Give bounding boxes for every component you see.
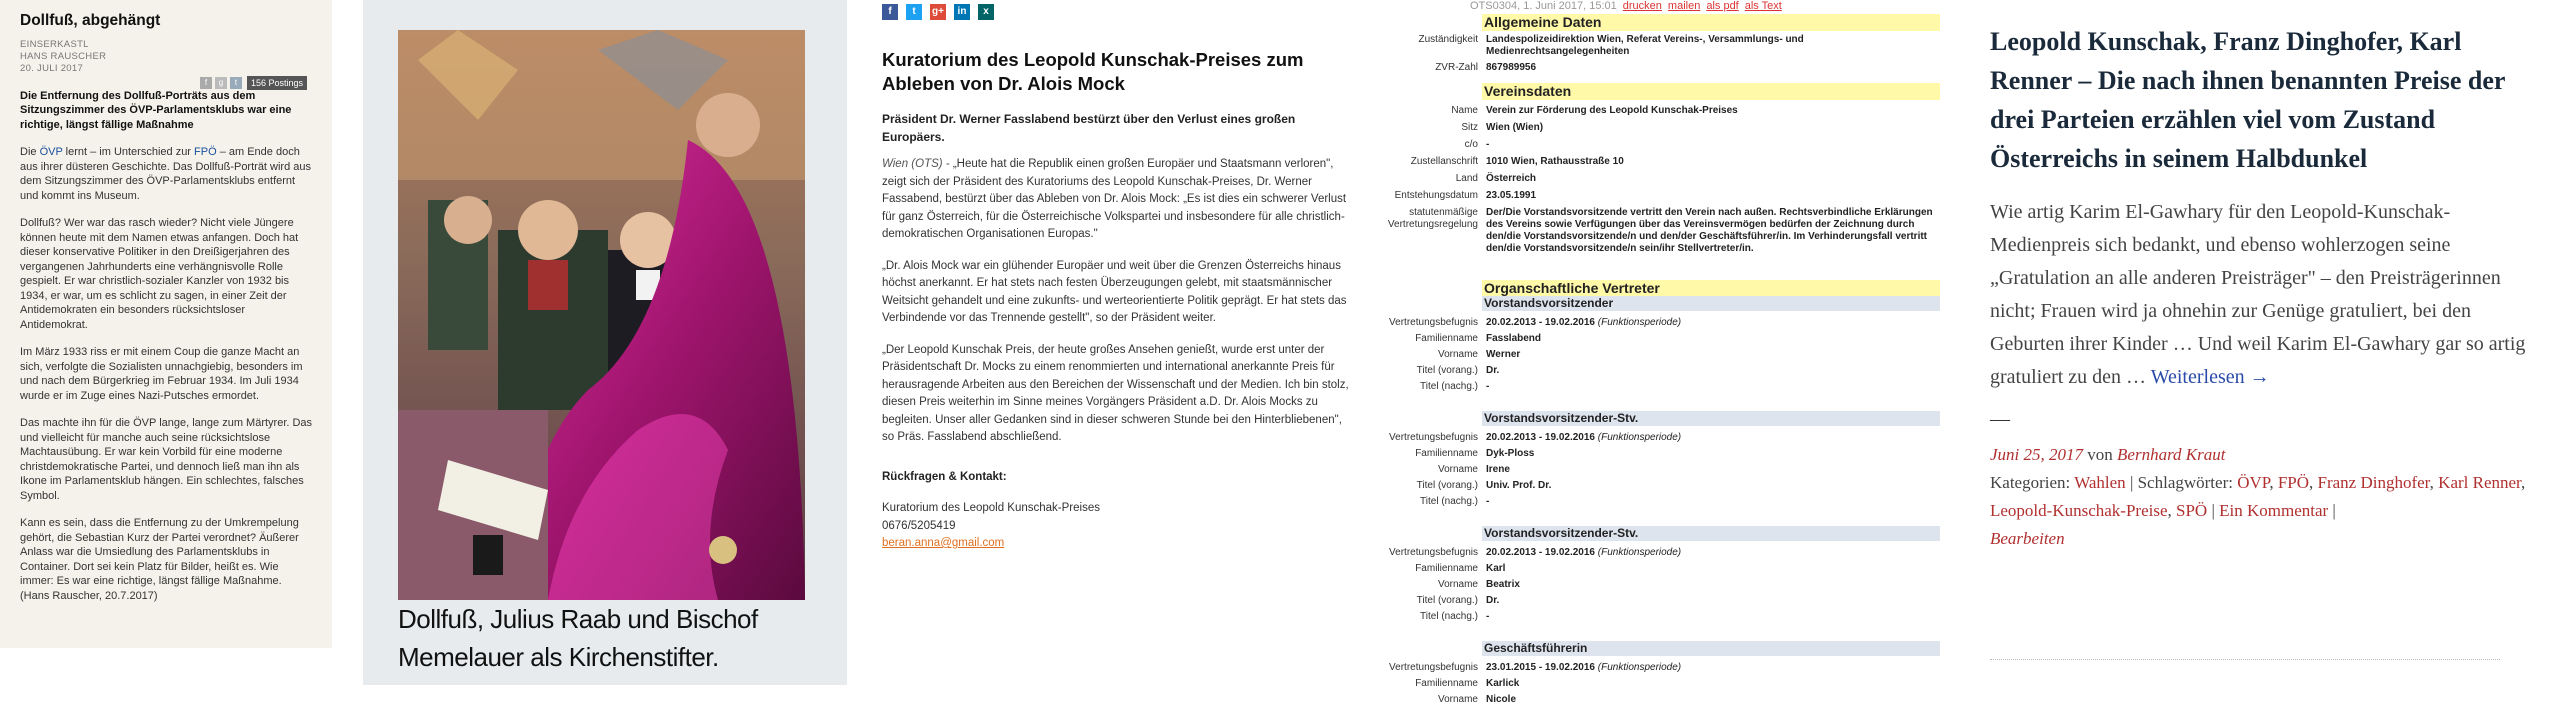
divider [1990,659,2500,660]
contact-org: Kuratorium des Leopold Kunschak-Preises [882,502,1100,514]
tag-link[interactable]: Leopold-Kunschak-Preise [1990,501,2168,520]
blog-title[interactable]: Leopold Kunschak, Franz Dinghofer, Karl Renner – Die nach ihnen benannten Preise der drei Parteien erzählen viel vom Zustand Österreichs in seinem Halbdunkel [1990,27,2505,173]
linkedin-icon[interactable]: in [954,4,970,20]
category-link[interactable]: Wahlen [2074,473,2126,492]
tag-link[interactable]: ÖVP [2237,473,2270,492]
separator: — [1990,408,2010,430]
article-date: 20. JULI 2017 [20,62,84,74]
blog-meta: Juni 25, 2017 von Bernhard Kraut Kategorien: Wahlen | Schlagwörter: ÖVP, FPÖ, Franz Dinghofer, Karl Renner, Leopold-Kunschak-Preise, SPÖ | Ein Kommentar | Bearbeiten [1990,445,2526,548]
article-paragraph: Das machte ihn für die ÖVP lange, lange zum Märtyrer. Das und vielleicht für manche auch seine rücksichtslose Machtausübung. Er war kein Vorbild für eine moderne christdemokratische Partei, und dennoch ließ man ihn als Ikone im Parlamentsklub hängen. Ein schlechtes, falsches Symbol. [20,417,313,502]
article-paragraph: Dollfuß? Wer war das rasch wieder? Nicht viele Jüngere können heute mit dem Namen etwas anfangen. Doch hat dieser konservative Politiker in den Dreißigerjahren des vergangenen Jahrhunderts eine verhängnisvolle Rolle gespielt. Er war christlich-sozialer Kanzler von 1932 bis 1934, er war, um es schlicht zu sagen, in einer Zeit der Antidemokraten ein besonders rücksichtsloser Antidemokrat. [20,217,299,331]
contact-heading: Rückfragen & Kontakt: [882,470,1007,483]
text-link[interactable]: als Text [1744,0,1782,12]
article-title: Dollfuß, abgehängt [20,12,161,29]
twitter-icon[interactable]: t [906,4,922,20]
press-paragraph: Wien (OTS) - „Heute hat die Republik einen großen Europäer und Staatsmann verloren", zeigt sich der Präsident des Kuratoriums des Leopold Kunschak-Preises, Dr. Werner Fassabend, bestürzt über das Ableben von Dr. Alois Mock: „Es ist dies ein schwerer Verlust für ganz Österreich, für die Österreichische Volkspartei und insbesondere für alle christlich-demokratischen Organisationen Europas." [882,158,1347,240]
tag-list: ÖVP, FPÖ, Franz Dinghofer, Karl Renner, Leopold-Kunschak-Preise, SPÖ [1990,473,2526,520]
print-link[interactable]: drucken [1622,0,1662,12]
article-dollfuss [0,0,332,648]
image-panel [363,0,847,685]
posting-count[interactable]: 156 Postings [247,76,307,90]
press-paragraph: „Der Leopold Kunschak Preis, der heute großes Ansehen genießt, wurde erst unter der Präsidentschaft Dr. Mocks zu einem renommierten und international anerkannte Preis für herausragende Arbeiten aus den Bereichen der Wissenschaft und der Medien. Ich bin stolz, diesen Preis weiterhin im Sinne meines Vorgängers Präsident a.D. Dr. Alois Mocks zu begleiten. Unser aller Gedanken sind in dieser schweren Stunde bei den Hinterbliebenen", so Präs. Fasslabend abschließend. [882,343,1349,443]
painting-image [398,30,805,600]
section-verein: Vereinsdaten [1482,83,1940,100]
author-link[interactable]: Bernhard Kraut [2117,445,2226,464]
oevp-link[interactable]: ÖVP [39,146,63,158]
twitter-icon[interactable]: t [230,77,242,89]
contact-phone: 0676/5205419 [882,519,956,532]
xing-icon[interactable]: x [978,4,994,20]
blog-post [1990,0,2530,694]
role-header: Vorstandsvorsitzender-Stv. [1482,411,1940,426]
tag-link[interactable]: Franz Dinghofer [2317,473,2430,492]
register-topline: OTS0304, 1. Juni 2017, 15:01 drucken mailen als pdf als Text [1470,0,1782,12]
facebook-icon[interactable]: f [200,77,212,89]
section-general: Allgemeine Daten [1482,14,1940,31]
edit-link[interactable]: Bearbeiten [1990,529,2065,548]
press-paragraph: „Dr. Alois Mock war ein glühender Europäer und weit über die Grenzen Österreichs hinaus höchst anerkannt. Er hat stets nach festen Überzeugungen gelebt, mit staatsmännischer Weitsicht gehandelt und eine zukunfts- und werteorientierte Politik geprägt. Er hat stets das Verbindende vor das Trennende gestellt", so der Präsident weiter. [882,259,1347,324]
fpoe-link[interactable]: FPÖ [194,146,217,158]
article-author[interactable]: HANS RAUSCHER [20,50,107,62]
press-subtitle: Präsident Dr. Werner Fasslabend bestürzt über den Verlust eines großen Europäers. [882,112,1296,144]
role-header: Geschäftsführerin [1482,641,1940,656]
article-paragraph: Die ÖVP lernt – im Unterschied zur FPÖ – am Ende doch aus ihrer düsteren Geschichte. Das Dollfuß-Porträt wird aus dem Sitzungszimmer des ÖVP-Parlamentsklubs entfernt und kommt ins Museum. [20,146,312,202]
article-lead: Die Entfernung des Dollfuß-Porträts aus dem Sitzungszimmer des ÖVP-Parlamentsklubs war eine richtige, längst fällige Maßnahme [20,89,292,131]
share-bar [200,76,307,90]
tag-link[interactable]: FPÖ [2277,473,2310,492]
role-header: Vorstandsvorsitzender-Stv. [1482,526,1940,541]
comment-link[interactable]: Ein Kommentar [2219,501,2329,520]
article-paragraph: Im März 1933 riss er mit einem Coup die ganze Macht an sich, verfolgte die Sozialisten unnachgiebig, besonders im und nach dem Bürgerkrieg im Februar 1934. Im Juli 1934 wurde er im Zuge eines Nazi-Putsches ermordet. [20,346,303,402]
press-release [882,0,1352,694]
googleplus-icon[interactable]: g+ [930,4,946,20]
tag-link[interactable]: Karl Renner [2438,473,2522,492]
article-category: EINSERKASTL [20,38,89,50]
blog-excerpt: Wie artig Karim El-Gawhary für den Leopold-Kunschak-Medienpreis sich bedankt, und ebenso wohlerzogen seine „Gratulation an alle anderen Preisträger" – den Preisträgerinnen nicht; Frauen wird ja ohnehin zur Genüge gratuliert, bei den Geburten ihrer Kinder … Und weil Karim El-Gawhary gar so artig gratuliert zu den … Weiterlesen → [1990,201,2526,388]
register-panel: OTS0304, 1. Juni 2017, 15:01 drucken mailen als pdf als Text Allgemeine Daten Zuständigkeit Landespolizeidirektion Wien, Referat Vereins-, Versammlungs- und Medienrechtsangelegenheiten ZVR-Zahl 867989956 Vereinsdaten Name Verein zur Förderung des Leopold Kunschak-Preises Sitz Wien (Wien) c/o - Zustellanschrift 1010 Wien, Rathausstraße 10 Land Österreich Entstehungsdatum 23.05.1991 statutenmäßige Der/Die Vorstandsvorsitzende vertritt den Verein nach außen. Rechtsverbindliche Erklärungen des Vereins sowie Verfügungen über das Vereinsvermögen bedürfen der Zeichnung durch den/die Vorstandsvorsitzende/n und den/der Geschäftsführer/in. Im Verhinderungsfall vertritt den/die Vorstandsvorsitzende/n sein/ihr Stellvertreter/in. Vertretungsregelung Organschaftliche Vertreter Vorstandsvorsitzender Vertretungsbefugnis 20.02.2013 - 19.02.2016 (Funktionsperiode) Familienname Fasslabend Vorname Werner Titel (vorang.) Dr. Titel (nachg.) - Vorstandsvorsitzender-Stv. Vertretungsbefugnis 20.02.2013 - 19.02.2016 (Funktionsperiode) Familienname Dyk-Ploss Vorname Irene Titel (vorang.) Univ. Prof. Dr. Titel (nachg.) - Vorstandsvorsitzender-Stv. Vertretungsbefugnis 20.02.2013 - 19.02.2016 (Funktionsperiode) Familienname Karl Vorname Beatrix Titel (vorang.) Dr. Titel (nachg.) - Geschäftsführerin Vertretungsbefugnis 23.01.2015 - 19.02.2016 (Funktionsperiode) Familienname Karlick Vorname Nicole [1370,0,1940,694]
pdf-link[interactable]: als pdf [1706,0,1739,12]
facebook-icon[interactable]: f [882,4,898,20]
article-paragraph: Kann es sein, dass die Entfernung zu der Umkrempelung gehört, die Sebastian Kurz der Partei verordnet? Äußerer Anlass war die Umsiedlung des Parlamentsklubs in Container. Dort sei kein Platz für Bilder, heißt es. Wie immer: Es war eine richtige, längst fällige Maßnahme. (Hans Rauscher, 20.7.2017) [20,517,299,602]
section-organs: Organschaftliche Vertreter [1482,280,1940,297]
googleplus-icon[interactable]: g [215,77,227,89]
image-caption: Dollfuß, Julius Raab und Bischof Memelauer als Kirchenstifter. [398,604,758,672]
mail-link[interactable]: mailen [1667,0,1701,12]
tag-link[interactable]: SPÖ [2176,501,2208,520]
share-bar [882,4,1352,20]
role-header: Vorstandsvorsitzender [1482,296,1940,311]
press-title: Kuratorium des Leopold Kunschak-Preises zum Ableben von Dr. Alois Mock [882,49,1304,94]
post-date-link[interactable]: Juni 25, 2017 [1990,445,2084,464]
read-more-link[interactable]: Weiterlesen → [2150,366,2270,388]
dateline: Wien (OTS) - [882,158,950,170]
contact-email-link[interactable]: beran.anna@gmail.com [882,537,1005,549]
